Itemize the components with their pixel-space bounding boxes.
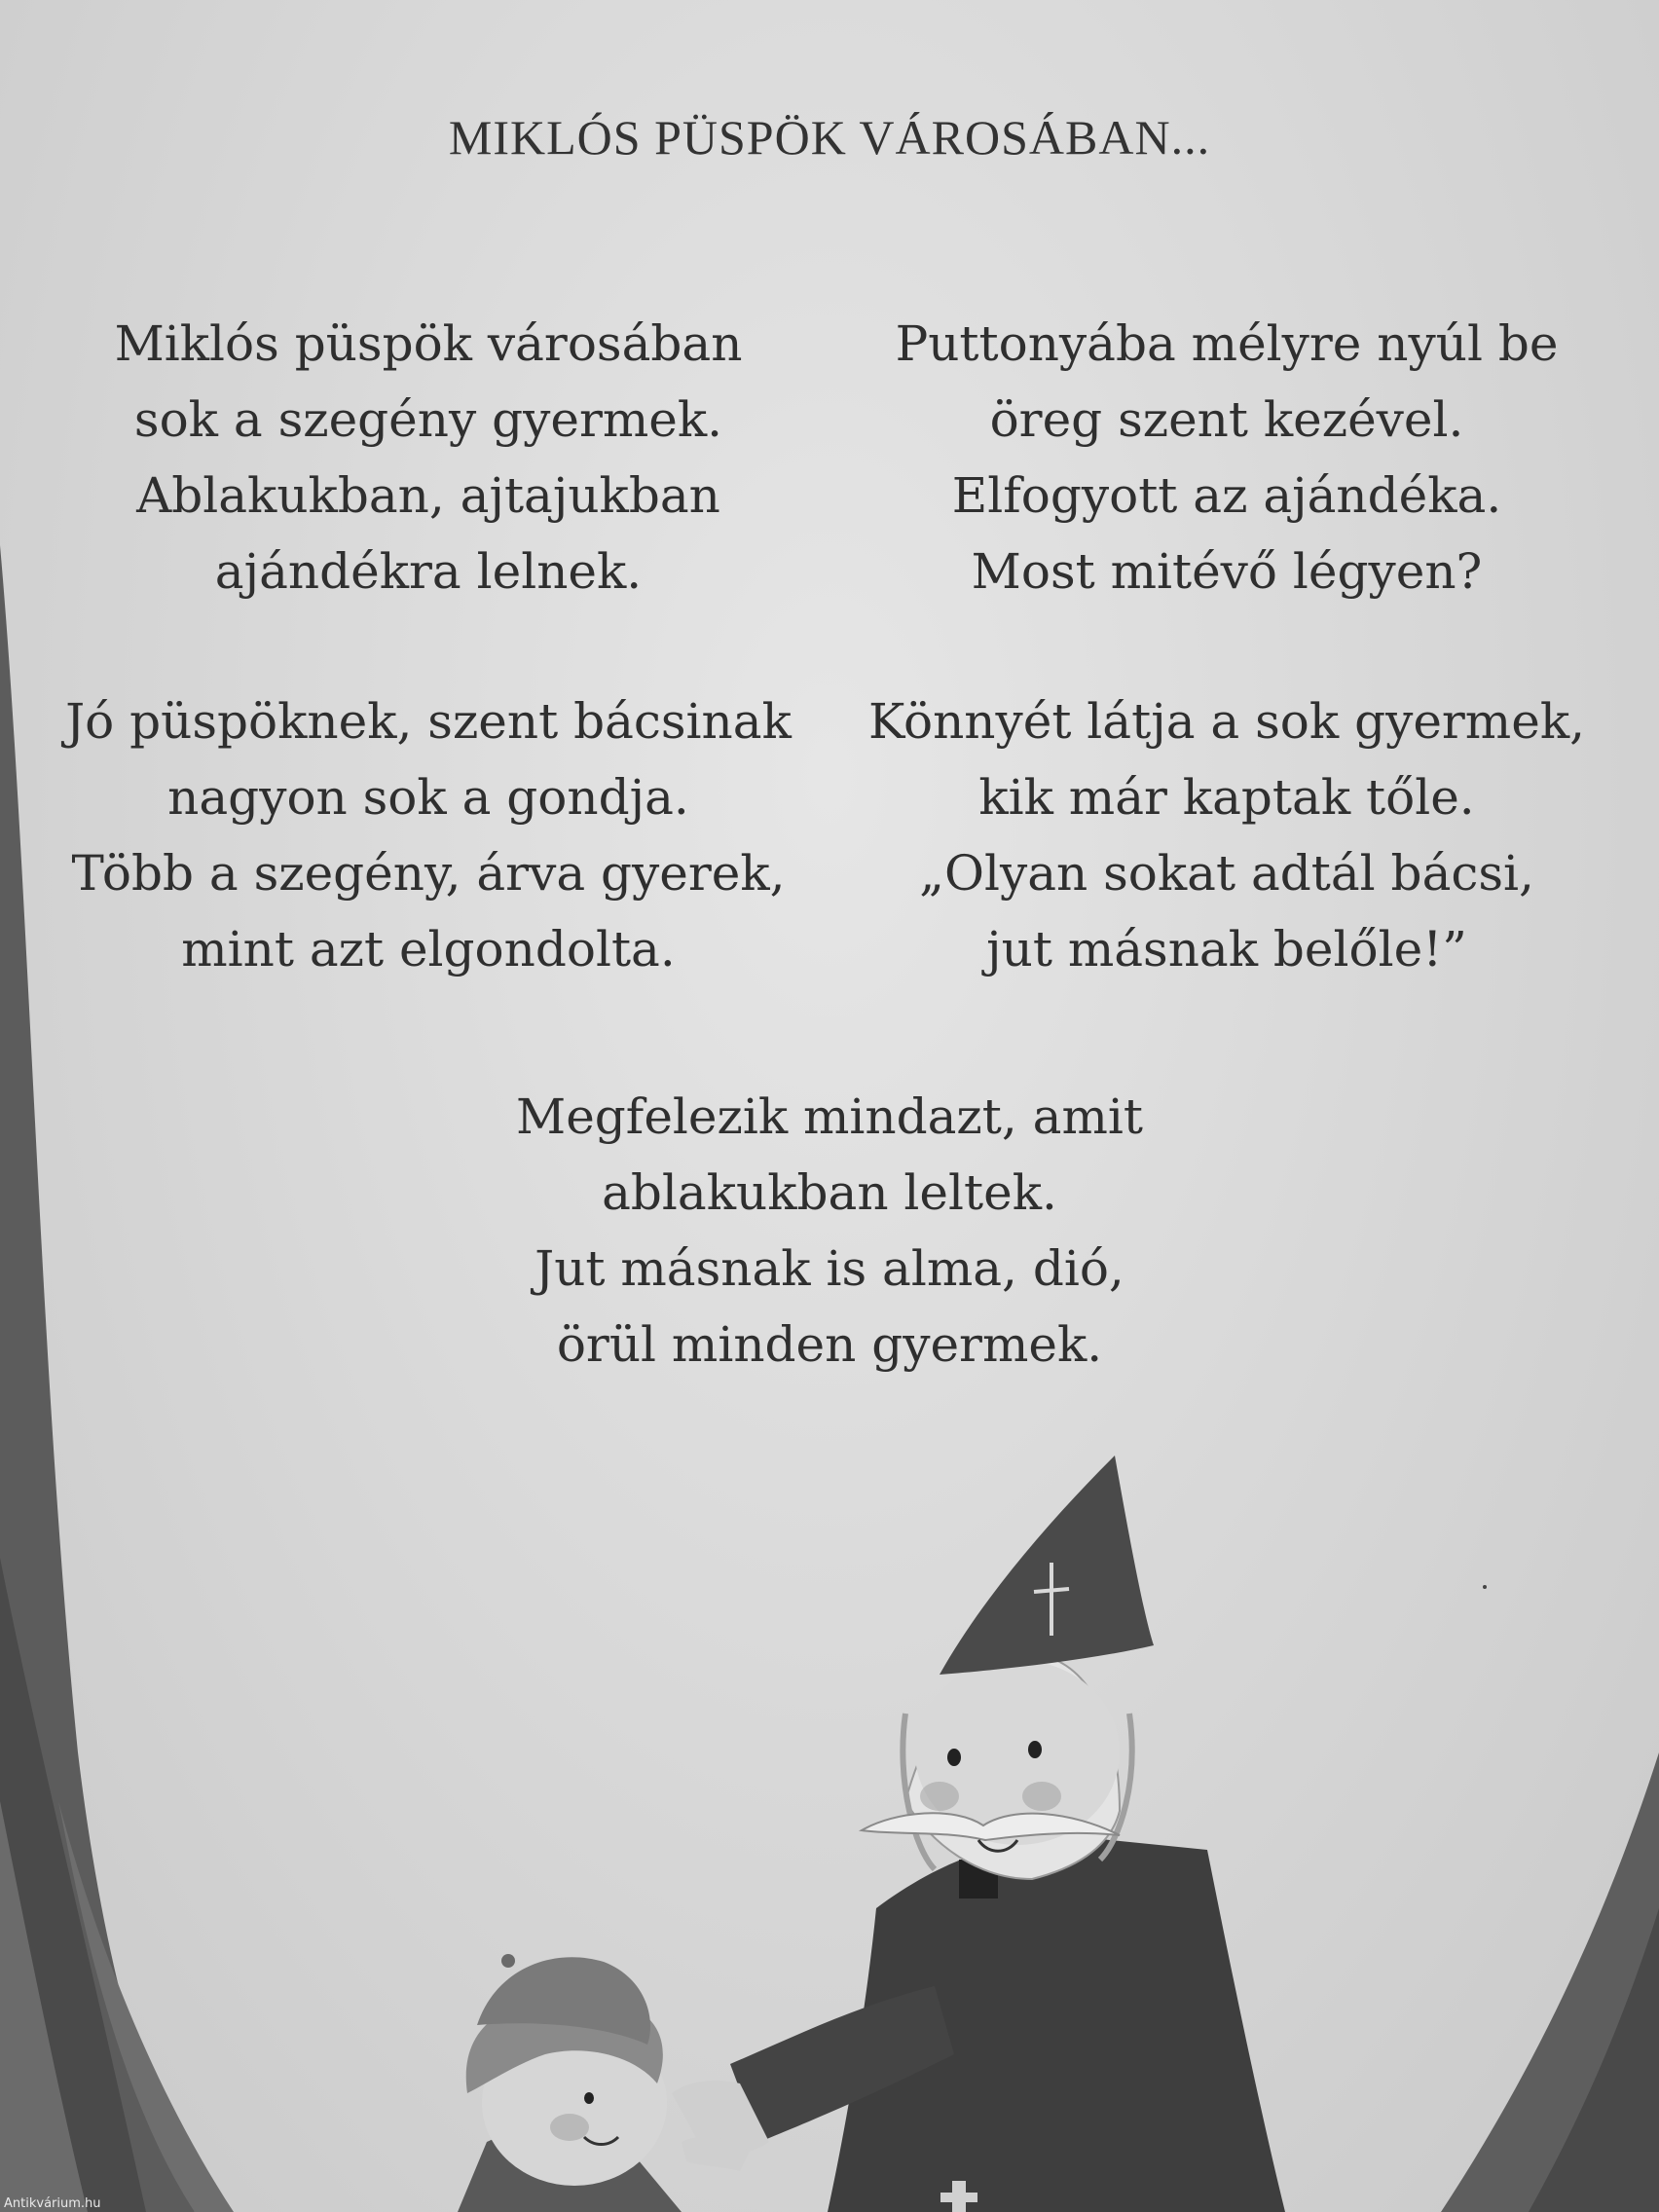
poem-line: Puttonyába mélyre nyúl be	[895, 315, 1559, 372]
poem-line: öreg szent kezével.	[989, 391, 1464, 448]
stanza-3	[39, 683, 818, 987]
saint-nicholas	[672, 1456, 1285, 2212]
right-curtain	[1441, 1752, 1659, 2212]
stanza-2	[837, 306, 1616, 609]
stanza-1	[39, 306, 818, 609]
poem-line: jut másnak belőle!”	[986, 921, 1467, 977]
stanza-5	[440, 1079, 1219, 1382]
poem-line: ajándékra lelnek.	[214, 543, 643, 600]
poem-line: mint azt elgondolta.	[181, 921, 676, 977]
poem-line: „Olyan sokat adtál bácsi,	[919, 845, 1534, 902]
poem-line: Több a szegény, árva gyerek,	[71, 845, 786, 902]
poem-line: Megfelezik mindazt, amit	[516, 1088, 1143, 1145]
poem-line: Miklós püspök városában	[114, 315, 743, 372]
poem-line: örül minden gyermek.	[556, 1316, 1103, 1373]
poem-line: Most mitévő légyen?	[971, 543, 1483, 600]
poem-line: Ablakukban, ajtajukban	[136, 467, 720, 524]
poem-line: Könnyét látja a sok gyermek,	[867, 693, 1586, 750]
speck	[1483, 1585, 1487, 1589]
poem-line: nagyon sok a gondja.	[167, 769, 689, 826]
poem-line: ablakukban leltek.	[602, 1164, 1057, 1221]
stanza-4	[837, 683, 1616, 987]
poem-line: Jó püspöknek, szent bácsinak	[65, 693, 792, 750]
poem-line: Elfogyott az ajándéka.	[951, 467, 1502, 524]
poem-title: MIKLÓS PÜSPÖK VÁROSÁBAN...	[448, 110, 1211, 165]
poem-line: Jut másnak is alma, dió,	[535, 1240, 1124, 1297]
watermark: Antikvárium.hu	[4, 2196, 101, 2211]
poem-line: kik már kaptak tőle.	[978, 769, 1475, 826]
poem-line: sok a szegény gyermek.	[133, 391, 723, 448]
